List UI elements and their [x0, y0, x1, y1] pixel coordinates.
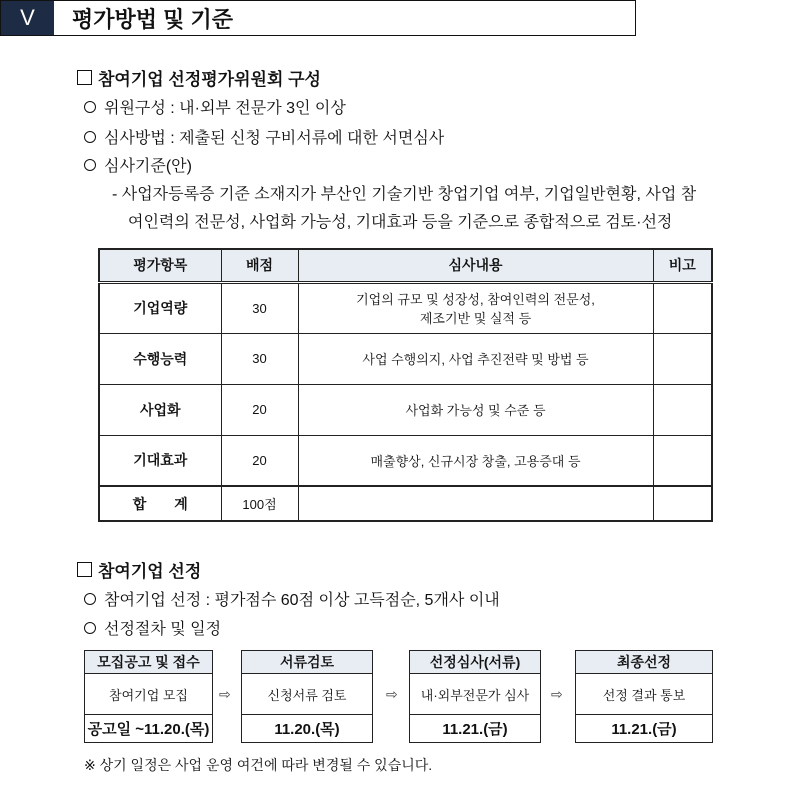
step-date: 11.21.(금) [442, 721, 508, 738]
content-line: 제조기반 및 실적 등 [419, 311, 532, 326]
circle-bullet-icon [84, 593, 96, 605]
empty-cell [653, 486, 712, 521]
circle-bullet-icon [84, 622, 96, 634]
total-row [99, 486, 712, 521]
total-score: 100점 [221, 486, 298, 521]
heading-text: 참여기업 선정평가위원회 구성 [98, 70, 321, 89]
total-label: 합 계 [99, 486, 221, 521]
step-date: 11.21.(금) [611, 721, 677, 738]
header-item: 평가항목 [99, 249, 221, 282]
arrow-right-icon: ⇨ [551, 686, 563, 702]
criteria-detail-line1: - 사업자등록증 기준 소재지가 부산인 기술기반 창업기업 여부, 기업일반현황, 사업 참 [112, 186, 697, 203]
table-row [99, 333, 712, 384]
score-cell: 30 [221, 333, 298, 384]
content-cell: 사업화 가능성 및 수준 등 [298, 384, 653, 435]
section-title-text: 평가방법 및 기준 [72, 6, 233, 32]
content-cell [298, 282, 653, 333]
item-cell: 기업역량 [99, 282, 221, 333]
section2-heading [77, 557, 201, 582]
header-note: 비고 [653, 249, 712, 282]
table-header-row [99, 249, 712, 282]
empty-cell [298, 486, 653, 521]
square-bullet-icon [77, 70, 92, 85]
bullet-text: 선정절차 및 일정 [104, 621, 222, 638]
content-cell: 사업 수행의지, 사업 추진전략 및 방법 등 [298, 333, 653, 384]
step-date: 공고일 ~11.20.(목) [87, 721, 210, 738]
flow-step [241, 650, 373, 743]
square-bullet-icon [77, 562, 92, 577]
criteria-detail-line2: 여인력의 전문성, 사업화 가능성, 기대효과 등을 기준으로 종합적으로 검토·선정 [128, 214, 673, 231]
circle-bullet-icon [84, 131, 96, 143]
bullet-item [84, 153, 192, 176]
flow-step [409, 650, 541, 743]
note-cell [653, 282, 712, 333]
table-row [99, 435, 712, 486]
table-row [99, 384, 712, 435]
bullet-text: 참여기업 선정 : 평가점수 60점 이상 고득점순, 5개사 이내 [104, 592, 500, 609]
arrow-right-icon: ⇨ [386, 686, 398, 702]
circle-bullet-icon [84, 159, 96, 171]
flow-step [84, 650, 213, 743]
circle-bullet-icon [84, 101, 96, 113]
section-number: V [1, 1, 54, 35]
item-cell: 수행능력 [99, 333, 221, 384]
header-score: 배점 [221, 249, 298, 282]
step-title: 모집공고 및 접수 [85, 651, 212, 674]
item-cell: 사업화 [99, 384, 221, 435]
step-desc: 내·외부전문가 심사 [410, 674, 540, 715]
schedule-note: ※ 상기 일정은 사업 운영 여건에 따라 변경될 수 있습니다. [84, 757, 433, 773]
bullet-item [84, 616, 221, 639]
note-cell [653, 333, 712, 384]
step-title: 서류검토 [242, 651, 372, 674]
step-desc: 참여기업 모집 [85, 674, 212, 715]
item-cell: 기대효과 [99, 435, 221, 486]
note-cell [653, 435, 712, 486]
bullet-text: 위원구성 : 내·외부 전문가 3인 이상 [104, 100, 346, 117]
evaluation-table [98, 248, 713, 522]
arrow-right-icon: ⇨ [219, 686, 231, 702]
section1-heading [77, 65, 321, 90]
bullet-item [84, 125, 444, 148]
bullet-text: 심사방법 : 제출된 신청 구비서류에 대한 서면심사 [104, 130, 445, 147]
content-line: 기업의 규모 및 성장성, 참여인력의 전문성, [356, 292, 595, 307]
section-title [0, 0, 636, 36]
table-row [99, 282, 712, 333]
step-date: 11.20.(목) [274, 721, 340, 738]
bullet-text: 심사기준(안) [104, 158, 192, 175]
heading-text: 참여기업 선정 [98, 562, 202, 581]
header-content: 심사내용 [298, 249, 653, 282]
step-desc: 선정 결과 통보 [576, 674, 712, 715]
flow-step [575, 650, 713, 743]
note-cell [653, 384, 712, 435]
bullet-item [84, 95, 346, 118]
score-cell: 30 [221, 282, 298, 333]
bullet-item [84, 587, 500, 610]
score-cell: 20 [221, 435, 298, 486]
step-title: 선정심사(서류) [410, 651, 540, 674]
step-title: 최종선정 [576, 651, 712, 674]
content-cell: 매출향상, 신규시장 창출, 고용증대 등 [298, 435, 653, 486]
step-desc: 신청서류 검토 [242, 674, 372, 715]
score-cell: 20 [221, 384, 298, 435]
